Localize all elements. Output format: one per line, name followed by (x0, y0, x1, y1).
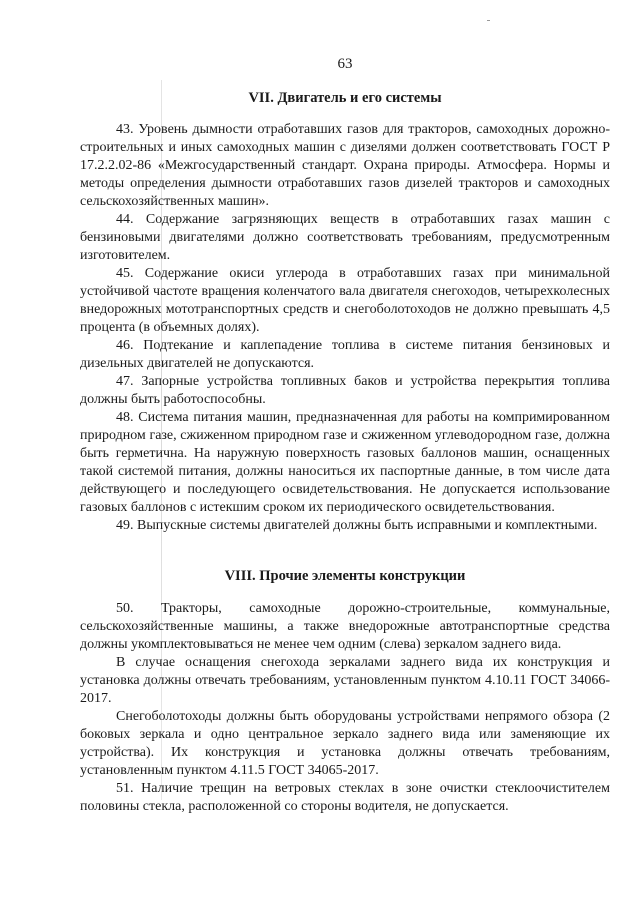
paragraph-snowmobile-mirrors: В случае оснащения снегохода зеркалами заднего вида их конструкция и установка должны отвечать требованиям, установленным пунктом 4.10.11 ГОСТ 34066-2017. (80, 655, 610, 706)
paragraph-47: 47. Запорные устройства топливных баков и устройства перекрытия топлива должны быть работоспособны. (80, 374, 610, 407)
paragraph-48: 48. Система питания машин, предназначенная для работы на компримированном природном газе, сжиженном природном газе и сжиженном углеводородном газе, должна быть герметична. На наружную поверхность газовых баллонов машин, оснащенных такой системой питания, должны наноситься их паспортные данные, в том числе дата действующего и последующего освидетельствования. Не допускается использование газовых баллонов с истекшим сроком их периодического освидетельствования. (80, 410, 610, 515)
paragraph-45: 45. Содержание окиси углерода в отработавших газах при минимальной устойчивой частоте вращения коленчатого вала двигателя снегоходов, четырехколесных внедорожных мототранспортных средств и снегоболотоходов не должно превышать 4,5 процента (в объемных долях). (80, 266, 610, 335)
scan-mark (487, 20, 490, 21)
paragraph-44: 44. Содержание загрязняющих веществ в отработавших газах машин с бензиновыми двигателями должно соответствовать требованиям, предусмотренным изготовителем. (80, 212, 610, 263)
paragraph-43: 43. Уровень дымности отработавших газов для тракторов, самоходных дорожно-строительных и иных самоходных машин с дизелями должен соответствовать ГОСТ Р 17.2.2.02-86 «Межгосударственный стандарт. Охрана природы. Атмосфера. Нормы и методы определения дымности отработавших газов дизелей тракторов и самоходных сельскохозяйственных машин». (80, 122, 610, 209)
paragraph-swamp-vehicle-mirrors: Снегоболотоходы должны быть оборудованы устройствами непрямого обзора (2 боковых зеркала и одно центральное зеркало заднего вида или заменяющие их устройства). Их конструкция и установка должны отвечать требованиям, установленным пунктом 4.11.5 ГОСТ 34065-2017. (80, 709, 610, 778)
section-vii-body (80, 121, 610, 535)
paragraph-49: 49. Выпускные системы двигателей должны быть исправными и комплектными. (116, 518, 598, 533)
section-title-viii: VIII. Прочие элементы конструкции (224, 568, 466, 584)
section-title-vii: VII. Двигатель и его системы (248, 90, 442, 106)
paragraph-51: 51. Наличие трещин на ветровых стеклах в зоне очистки стеклоочистителем половины стекла, расположенной со стороны водителя, не допускается. (80, 781, 610, 814)
paragraph-46: 46. Подтекание и каплепадение топлива в системе питания бензиновых и дизельных двигателей не допускаются. (80, 338, 610, 371)
page-number: 63 (337, 56, 353, 72)
paragraph-50: 50. Тракторы, самоходные дорожно-строительные, коммунальные, сельскохозяйственные машины, а также внедорожные автотранспортные средства должны укомплектовываться не менее чем одним (слева) зеркалом заднего вида. (80, 601, 610, 652)
section-viii-body (80, 600, 610, 816)
